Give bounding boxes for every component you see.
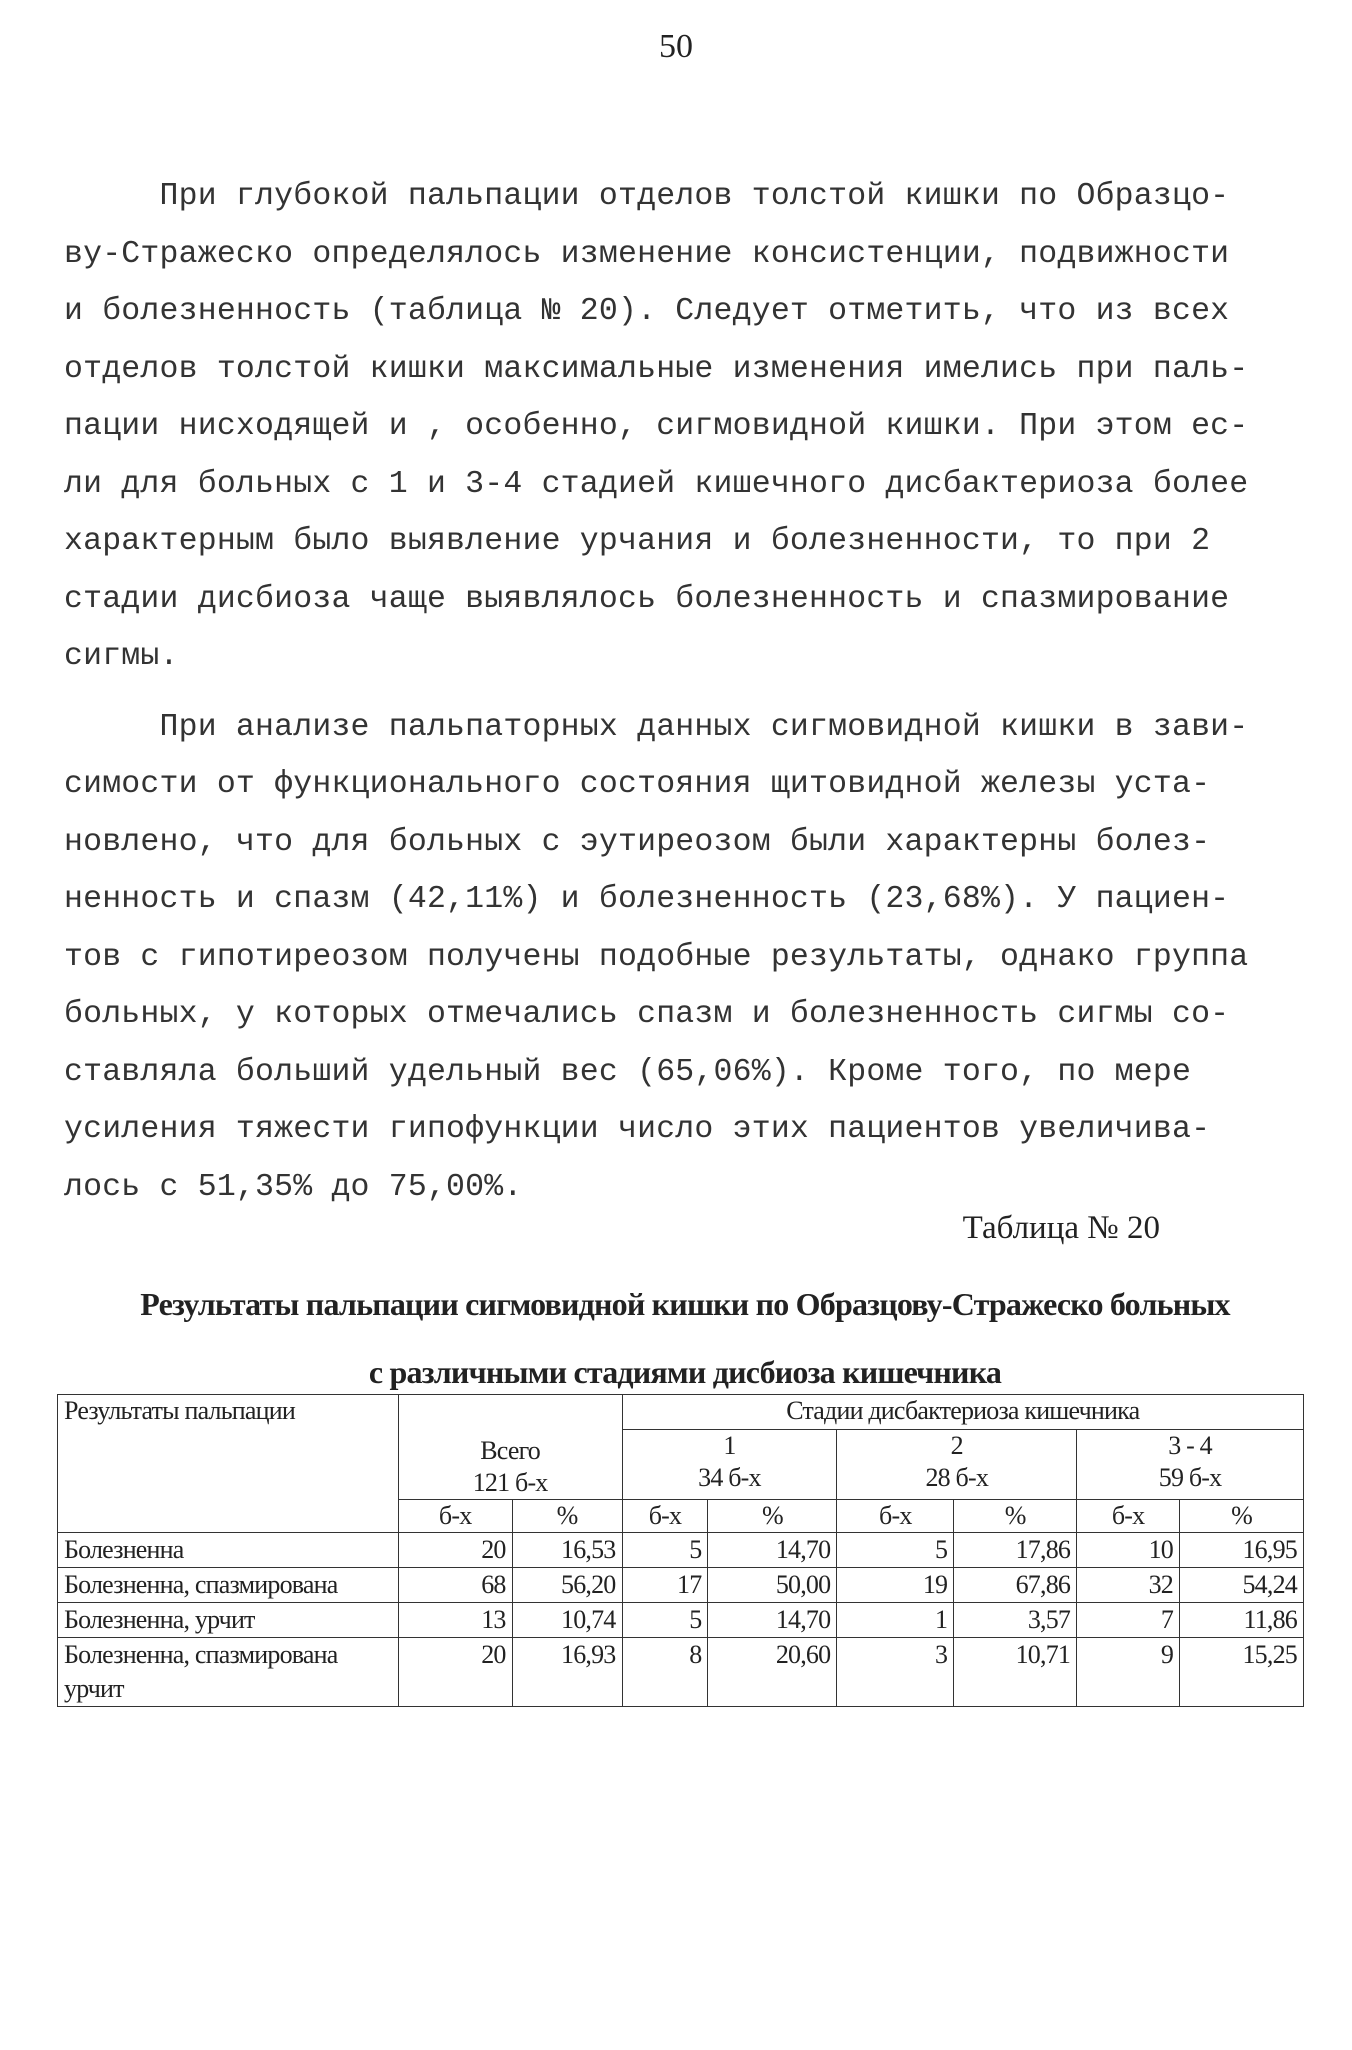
cell-s34-p: 16,95 (1180, 1533, 1304, 1568)
cell-total-n: 20 (398, 1638, 512, 1707)
header-pct: % (512, 1500, 622, 1533)
text-line: характерным было выявление урчания и болезненности, то при 2 (64, 524, 1211, 559)
cell-s34-p: 15,25 (1180, 1638, 1304, 1707)
text-line: пации нисходящей и , особенно, сигмовидной кишки. При этом ес- (64, 409, 1249, 444)
cell-s2-n: 1 (837, 1603, 954, 1638)
cell-s2-p: 67,86 (954, 1568, 1077, 1603)
header-stage-34-name: 3 - 4 (1168, 1431, 1212, 1461)
cell-s34-p: 11,86 (1180, 1603, 1304, 1638)
table-title-line: с различными стадиями дисбиоза кишечника (368, 1354, 1002, 1390)
header-stage-34 (1077, 1430, 1304, 1500)
header-stage-2-count: 28 б-х (925, 1463, 989, 1493)
cell-s34-n: 7 (1077, 1603, 1180, 1638)
cell-s1-p: 20,60 (708, 1638, 837, 1707)
row-label: Болезненна, спазмирована урчит (58, 1638, 399, 1707)
row-label: Болезненна (58, 1533, 399, 1568)
table-title (60, 1270, 1310, 1406)
header-pct: % (1180, 1500, 1304, 1533)
cell-s1-p: 14,70 (708, 1533, 837, 1568)
header-pct: % (954, 1500, 1077, 1533)
text-line: новлено, что для больных с эутиреозом были характерны болез- (64, 824, 1211, 860)
header-abs: б-х (622, 1500, 708, 1533)
cell-total-p: 16,53 (512, 1533, 622, 1568)
cell-s2-n: 5 (837, 1533, 954, 1568)
header-stage-1-name: 1 (723, 1431, 736, 1461)
header-stage-34-count: 59 б-х (1158, 1463, 1222, 1493)
header-results: Результаты пальпации (58, 1395, 399, 1533)
text-line: отделов толстой кишки максимальные изменения имелись при паль- (64, 351, 1249, 387)
text-line: сигмы. (64, 639, 179, 674)
paragraph (64, 168, 1304, 686)
header-abs: б-х (1077, 1500, 1180, 1533)
cell-total-n: 13 (398, 1603, 512, 1638)
text-line: усиления тяжести гипофункции число этих пациентов увеличива- (64, 1112, 1211, 1147)
page-number: 50 (659, 28, 693, 65)
text-line: и болезненность (таблица № 20). Следует отметить, что из всех (64, 294, 1230, 329)
text-line: больных, у которых отмечались спазм и болезненность сигмы со- (64, 997, 1230, 1032)
text-line: ли для больных с 1 и 3-4 стадией кишечного дисбактериоза более (64, 466, 1249, 502)
cell-s34-p: 54,24 (1180, 1568, 1304, 1603)
text-line: тов с гипотиреозом получены подобные результаты, однако группа (64, 939, 1249, 975)
header-total-count: 121 б-х (472, 1468, 548, 1497)
table-title-line: Результаты пальпации сигмовидной кишки по Образцову-Стражеско больных (140, 1286, 1230, 1322)
cell-total-p: 10,74 (512, 1603, 622, 1638)
cell-s1-p: 50,00 (708, 1568, 837, 1603)
header-pct: % (708, 1500, 837, 1533)
paragraph (64, 699, 1304, 1217)
row-label: Болезненна, спазмирована (58, 1568, 399, 1603)
cell-s1-p: 14,70 (708, 1603, 837, 1638)
header-stage-2-name: 2 (950, 1431, 963, 1461)
header-row (58, 1395, 1304, 1430)
cell-s1-n: 8 (622, 1638, 708, 1707)
cell-s34-n: 32 (1077, 1568, 1180, 1603)
cell-s2-p: 3,57 (954, 1603, 1077, 1638)
cell-total-n: 68 (398, 1568, 512, 1603)
text-line: стадии дисбиоза чаще выявлялось болезненность и спазмирование (64, 581, 1230, 617)
cell-s34-n: 10 (1077, 1533, 1180, 1568)
header-stage-1-count: 34 б-х (698, 1463, 761, 1493)
header-abs: б-х (837, 1500, 954, 1533)
cell-s34-n: 9 (1077, 1638, 1180, 1707)
header-stage-2 (837, 1430, 1077, 1500)
text-line: При глубокой пальпации отделов толстой кишки по Образцо- (64, 179, 1230, 214)
text-line: лось с 51,35% до 75,00%. (64, 1169, 523, 1205)
header-stages: Стадии дисбактериоза кишечника (622, 1395, 1303, 1430)
header-abs: б-х (398, 1500, 512, 1533)
body-text (64, 168, 1304, 1216)
text-line: симости от функционального состояния щитовидной железы уста- (64, 767, 1211, 802)
table-row (58, 1533, 1304, 1568)
text-line: ву-Стражеско определялось изменение консистенции, подвижности (64, 236, 1230, 272)
text-line: ставляла больший удельный вес (65,06%). Кроме того, по мере (64, 1054, 1192, 1090)
cell-total-p: 56,20 (512, 1568, 622, 1603)
table-row (58, 1603, 1304, 1638)
table-row (58, 1568, 1304, 1603)
header-total-name: Всего (480, 1436, 540, 1465)
cell-total-p: 16,93 (512, 1638, 622, 1707)
cell-s2-p: 17,86 (954, 1533, 1077, 1568)
row-label: Болезненна, урчит (58, 1603, 399, 1638)
results-table (57, 1394, 1304, 1707)
text-line: При анализе пальпаторных данных сигмовидной кишки в зави- (64, 709, 1249, 745)
header-stage-1 (622, 1430, 837, 1500)
text-line: ненность и спазм (42,11%) и болезненность (23,68%). У пациен- (64, 882, 1230, 917)
cell-s2-n: 19 (837, 1568, 954, 1603)
table-label: Таблица № 20 (962, 1210, 1160, 1246)
cell-s1-n: 17 (622, 1568, 708, 1603)
cell-s1-n: 5 (622, 1533, 708, 1568)
header-total (398, 1395, 622, 1500)
table-row (58, 1638, 1304, 1707)
cell-s2-n: 3 (837, 1638, 954, 1707)
cell-total-n: 20 (398, 1533, 512, 1568)
cell-s1-n: 5 (622, 1603, 708, 1638)
cell-s2-p: 10,71 (954, 1638, 1077, 1707)
